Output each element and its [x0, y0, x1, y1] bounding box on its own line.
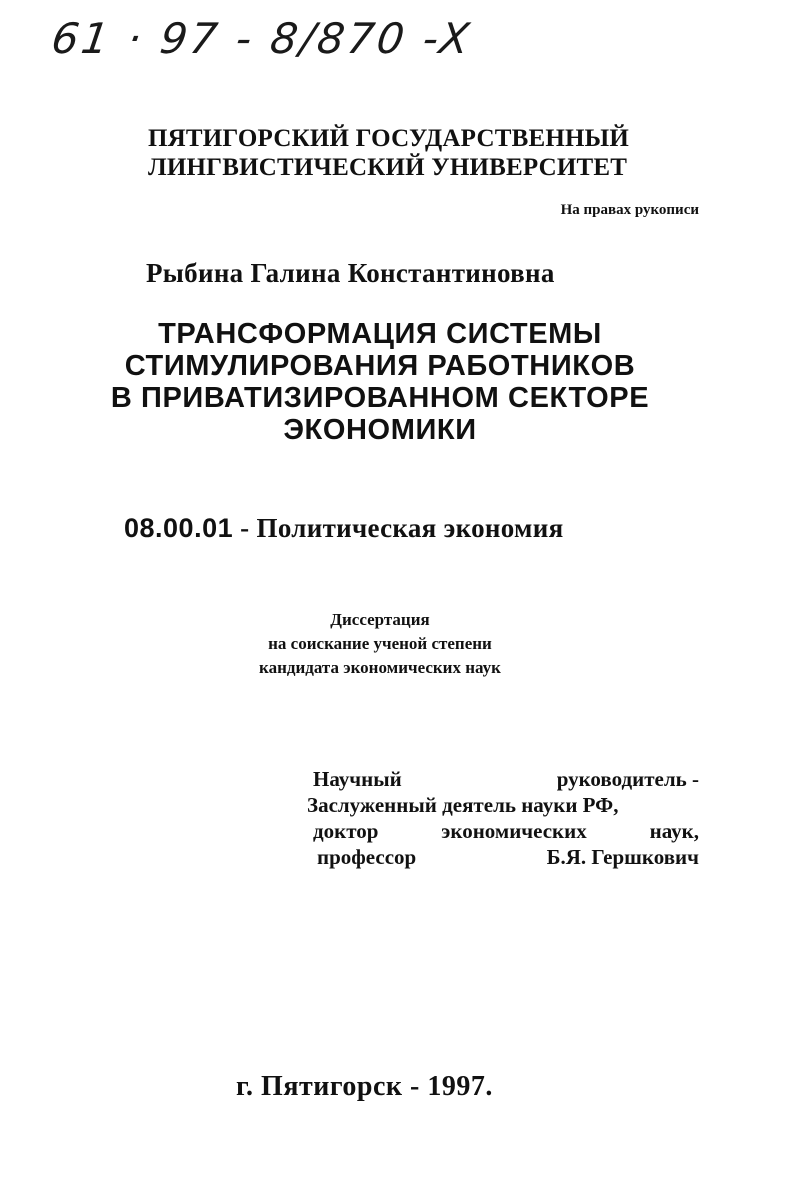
title-line: В ПРИВАТИЗИРОВАННОМ СЕКТОРЕ: [110, 382, 650, 414]
dissertation-line: на соискание ученой степени: [268, 634, 492, 653]
handwritten-archive-code: 61 · 97 - 8/870 -X: [48, 14, 476, 63]
supervisor-block: [307, 766, 699, 870]
supervisor-word: доктор: [313, 819, 379, 843]
supervisor-line: [307, 818, 699, 844]
dissertation-line: Диссертация: [330, 610, 430, 629]
author-name: Рыбина Галина Константиновна: [146, 258, 555, 288]
title-line: СТИМУЛИРОВАНИЯ РАБОТНИКОВ: [124, 350, 636, 382]
title-line: ТРАНСФОРМАЦИЯ СИСТЕМЫ: [158, 318, 602, 350]
dissertation-type: [200, 608, 560, 680]
supervisor-line: [307, 792, 699, 818]
supervisor-word: экономических: [441, 819, 587, 843]
dissertation-line: кандидата экономических наук: [259, 658, 501, 677]
dissertation-title: [60, 318, 700, 446]
rights-note: На правах рукописи: [560, 202, 699, 218]
supervisor-word: руководитель -: [556, 767, 699, 791]
university-name-line: ЛИНГВИСТИЧЕСКИЙ УНИВЕРСИТЕТ: [148, 154, 628, 181]
title-line: ЭКОНОМИКИ: [283, 414, 477, 446]
supervisor-name: Б.Я. Гершкович: [546, 845, 699, 869]
specialty-separator: -: [233, 513, 257, 543]
university-name: [148, 124, 629, 182]
supervisor-line: [307, 766, 699, 792]
specialty: [124, 513, 563, 544]
specialty-name: Политическая экономия: [256, 513, 564, 543]
specialty-code: 08.00.01: [124, 513, 234, 543]
city-year: г. Пятигорск - 1997.: [236, 1071, 493, 1102]
supervisor-title: Заслуженный деятель науки РФ,: [307, 793, 619, 817]
supervisor-line: [307, 844, 699, 870]
supervisor-word: наук,: [649, 819, 699, 843]
supervisor-word: Научный: [313, 767, 402, 791]
university-name-line: ПЯТИГОРСКИЙ ГОСУДАРСТВЕННЫЙ: [148, 125, 630, 152]
supervisor-rank: профессор: [317, 845, 417, 869]
